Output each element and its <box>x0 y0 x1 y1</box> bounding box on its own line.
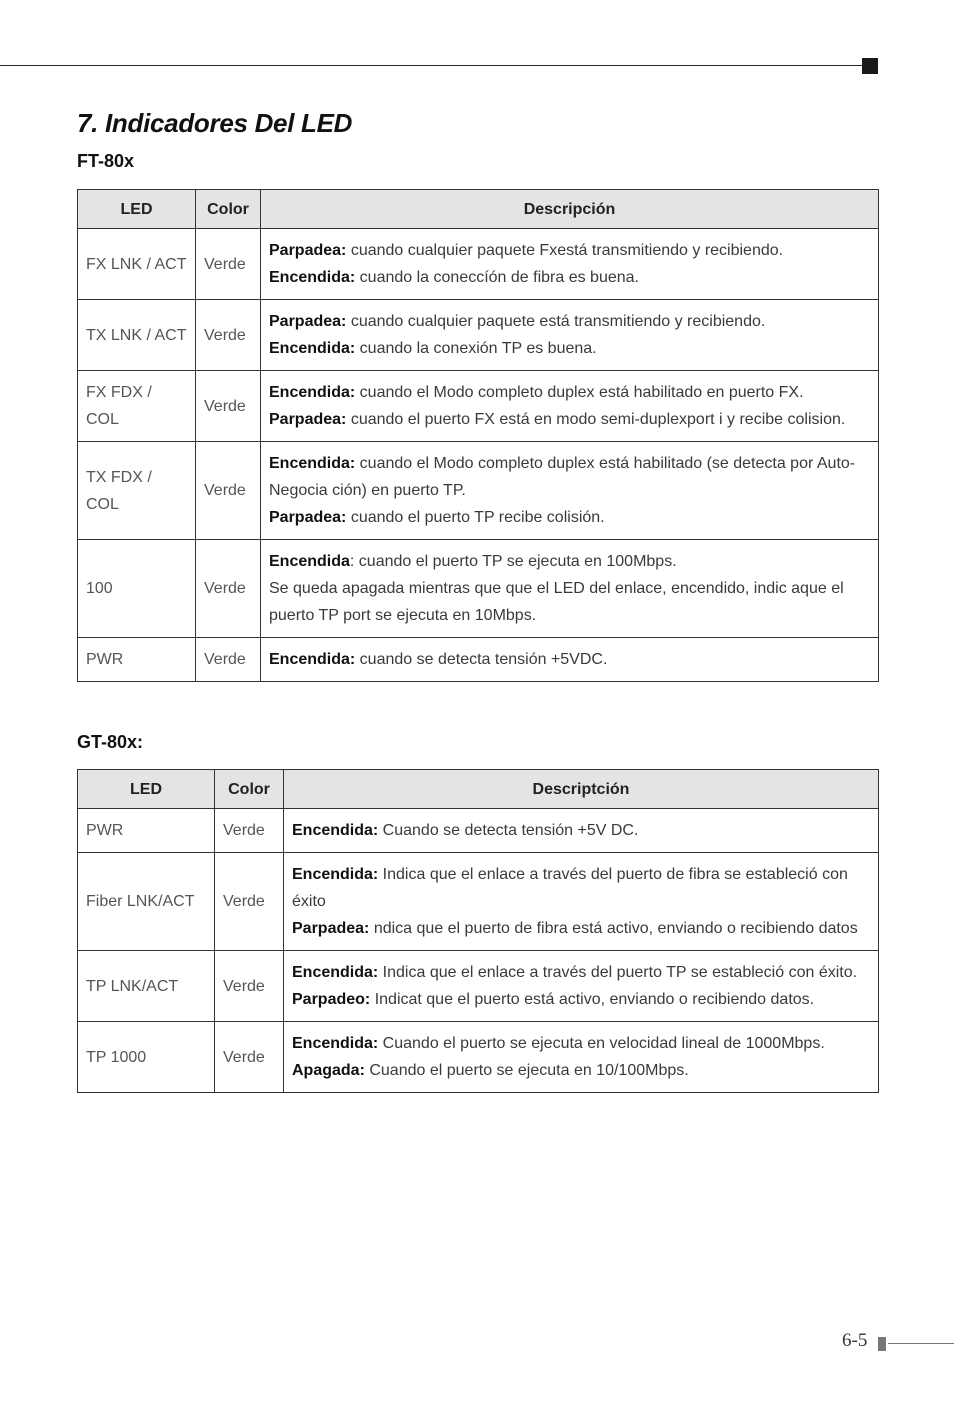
state-label: Parpadea: <box>269 313 347 330</box>
state-label: Parpadeo: <box>292 991 371 1008</box>
state-text: Indicat que el puerto está activo, enviando o recibiendo datos. <box>370 991 815 1008</box>
description-line <box>269 379 870 406</box>
state-label: Encendida: <box>292 866 379 883</box>
description-line <box>292 915 870 942</box>
led-color-cell: Verde <box>196 540 261 638</box>
ft-80x-table-body <box>78 229 879 682</box>
state-label: Encendida: <box>292 1035 379 1052</box>
column-header-led: LED <box>78 190 196 229</box>
led-description-cell <box>261 300 879 371</box>
header-rule <box>0 65 864 66</box>
led-description-cell <box>261 371 879 442</box>
column-header-description: Descriptción <box>284 770 879 809</box>
state-label: Encendida: <box>292 964 379 981</box>
section-title: 7. Indicadores Del LED <box>77 108 353 138</box>
description-line <box>269 575 870 629</box>
state-label: Encendida: <box>269 269 356 286</box>
header-square-marker <box>862 58 878 74</box>
table-row <box>78 853 879 951</box>
led-color-cell: Verde <box>215 809 284 853</box>
led-description-cell <box>284 951 879 1022</box>
state-text: cuando el puerto FX está en modo semi-duplexport i y recibe colision. <box>346 411 846 428</box>
state-label: Encendida: <box>269 455 356 472</box>
led-name-cell: PWR <box>78 809 215 853</box>
state-text: cuando el Modo completo duplex está habilitado en puerto FX. <box>355 384 804 401</box>
state-label: Encendida: <box>269 384 356 401</box>
column-header-description: Descripción <box>261 190 879 229</box>
led-name-cell: FX FDX / COL <box>78 371 196 442</box>
table-row <box>78 371 879 442</box>
led-color-cell: Verde <box>215 951 284 1022</box>
column-header-color: Color <box>196 190 261 229</box>
led-description-cell <box>261 638 879 682</box>
table-row <box>78 229 879 300</box>
description-line <box>269 504 870 531</box>
table-row <box>78 638 879 682</box>
led-name-cell: TP LNK/ACT <box>78 951 215 1022</box>
ft-80x-title: FT-80x <box>77 151 135 171</box>
description-line <box>292 817 870 844</box>
state-label: Parpadea: <box>269 411 347 428</box>
state-label: Parpadea: <box>269 509 347 526</box>
state-label: Apagada: <box>292 1062 365 1079</box>
column-header-color: Color <box>215 770 284 809</box>
state-text: cuando la conexión TP es buena. <box>355 340 597 357</box>
led-color-cell: Verde <box>196 371 261 442</box>
state-text: cuando el puerto TP recibe colisión. <box>346 509 605 526</box>
led-color-cell: Verde <box>215 1022 284 1093</box>
state-text: cuando el Modo completo duplex está habilitado (se detecta por Auto-Negocia ción) en puerto TP. <box>269 455 856 499</box>
state-text: Cuando el puerto se ejecuta en velocidad lineal de 1000Mbps. <box>378 1035 825 1052</box>
state-text: cuando la coneccíón de fibra es buena. <box>355 269 639 286</box>
state-text: Indica que el enlace a través del puerto de fibra se estableció con éxito <box>292 866 848 910</box>
gt-80x-title: GT-80x: <box>77 732 144 752</box>
led-color-cell: Verde <box>196 638 261 682</box>
led-color-cell: Verde <box>196 442 261 540</box>
led-color-cell: Verde <box>196 300 261 371</box>
state-label: Parpadea: <box>269 242 347 259</box>
description-line <box>292 986 870 1013</box>
state-text: Indica que el enlace a través del puerto TP se estableció con éxito. <box>378 964 858 981</box>
description-line <box>269 335 870 362</box>
state-text: cuando se detecta tensión +5VDC. <box>355 651 608 668</box>
gt-80x-led-table <box>77 769 879 1093</box>
led-color-cell: Verde <box>196 229 261 300</box>
led-color-cell: Verde <box>215 853 284 951</box>
table-header-row <box>78 770 879 809</box>
led-description-cell <box>284 809 879 853</box>
gt-80x-table-body <box>78 809 879 1093</box>
led-description-cell <box>284 1022 879 1093</box>
description-line <box>269 548 870 575</box>
led-name-cell: FX LNK / ACT <box>78 229 196 300</box>
led-description-cell <box>261 229 879 300</box>
state-text: ndica que el puerto de fibra está activo, enviando o recibiendo datos <box>369 920 858 937</box>
state-label: Encendida: <box>269 651 356 668</box>
state-text: Cuando se detecta tensión +5V DC. <box>378 822 639 839</box>
state-label: Encendida: <box>269 340 356 357</box>
state-label: Encendida <box>269 553 350 570</box>
led-description-cell <box>261 442 879 540</box>
table-header-row <box>78 190 879 229</box>
description-line <box>292 1057 870 1084</box>
state-text: Se queda apagada mientras que que el LED del enlace, encendido, indic aque el puerto TP port se ejecuta en 10Mbps. <box>269 580 844 624</box>
table-row <box>78 540 879 638</box>
description-line <box>269 406 870 433</box>
table-row <box>78 1022 879 1093</box>
table-row <box>78 809 879 853</box>
state-label: Parpadea: <box>292 920 370 937</box>
state-text: Cuando el puerto se ejecuta en 10/100Mbps. <box>364 1062 689 1079</box>
led-description-cell <box>284 853 879 951</box>
column-header-led: LED <box>78 770 215 809</box>
led-name-cell: Fiber LNK/ACT <box>78 853 215 951</box>
led-name-cell: 100 <box>78 540 196 638</box>
state-text: : cuando el puerto TP se ejecuta en 100Mbps. <box>349 553 677 570</box>
table-row <box>78 951 879 1022</box>
state-label: Encendida: <box>292 822 379 839</box>
ft-80x-led-table <box>77 189 879 682</box>
led-name-cell: TX FDX / COL <box>78 442 196 540</box>
state-text: cuando cualquier paquete Fxestá transmitiendo y recibiendo. <box>346 242 784 259</box>
description-line <box>292 861 870 915</box>
description-line <box>269 450 870 504</box>
page-number: 6-5 <box>842 1330 868 1351</box>
table-row <box>78 300 879 371</box>
table-row <box>78 442 879 540</box>
led-description-cell <box>261 540 879 638</box>
description-line <box>269 264 870 291</box>
description-line <box>269 237 870 264</box>
led-name-cell: TP 1000 <box>78 1022 215 1093</box>
led-name-cell: PWR <box>78 638 196 682</box>
description-line <box>292 1030 870 1057</box>
description-line <box>269 308 870 335</box>
state-text: cuando cualquier paquete está transmitiendo y recibiendo. <box>346 313 766 330</box>
led-name-cell: TX LNK / ACT <box>78 300 196 371</box>
footer-rule <box>888 1343 954 1344</box>
description-line <box>292 959 870 986</box>
page-number-marker <box>878 1337 886 1351</box>
description-line <box>269 646 870 673</box>
